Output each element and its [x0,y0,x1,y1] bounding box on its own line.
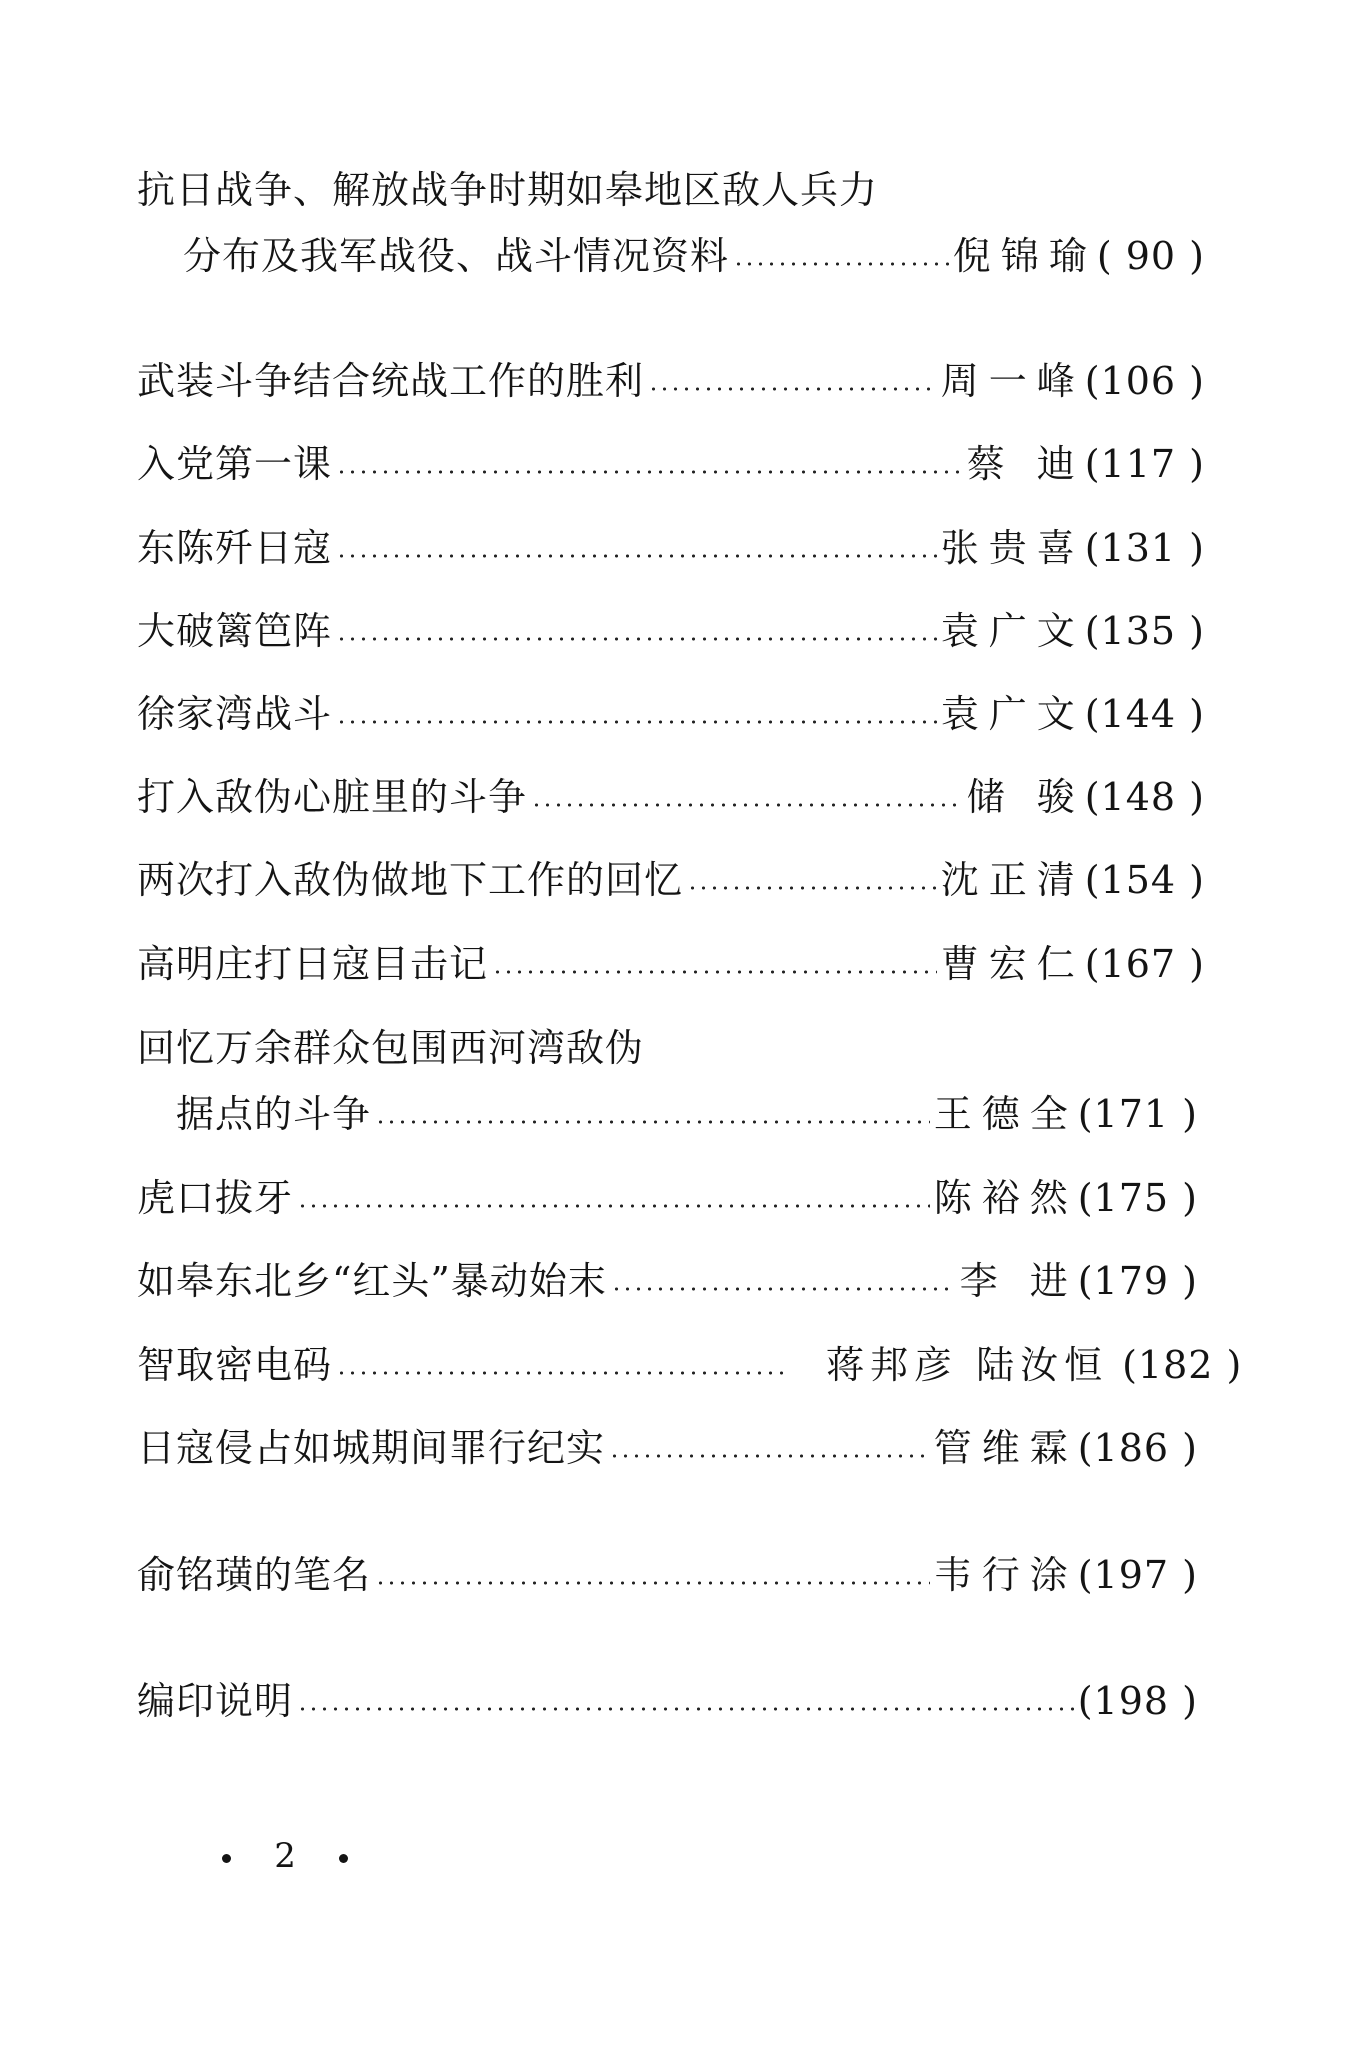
toc-author: 蒋邦彦 陆汝恒 [826,1343,1109,1387]
toc-title: 俞铭璜的笔名 [137,1553,372,1597]
dot-leader [336,720,937,724]
toc-entry [137,940,1205,988]
dot-leader [687,886,937,890]
toc-title: 分布及我军战役、战斗情况资料 [183,234,730,278]
toc-title: 智取密电码 [137,1343,333,1387]
toc-page-ref: (171 ) [1077,1092,1198,1136]
toc-page-ref: (179 ) [1077,1259,1198,1303]
toc-title: 据点的斗争 [176,1092,372,1136]
dot-leader [648,387,937,391]
toc-page-ref: (175 ) [1077,1176,1198,1220]
toc-page-ref: (148 ) [1084,775,1205,819]
toc-page-ref: (131 ) [1084,526,1205,570]
toc-page-ref: (144 ) [1084,692,1205,736]
toc-title: 大破篱笆阵 [137,609,333,653]
dot-leader [531,803,963,807]
toc-page-ref: (106 ) [1084,359,1205,403]
toc-author: 蔡 迪 [966,442,1085,486]
bullet-dot-icon [339,1854,348,1863]
toc-author: 管维霖 [933,1426,1078,1470]
dot-leader [733,262,949,266]
toc-entry [137,1257,1198,1305]
toc-entry [137,856,1205,904]
toc-author: 周一峰 [940,359,1085,403]
dot-leader [375,1120,930,1124]
toc-page-ref: (117 ) [1084,442,1205,486]
toc-author: 韦行涂 [933,1553,1078,1597]
toc-title-line: 抗日战争、解放战争时期如皋地区敌人兵力 [137,168,879,212]
dot-leader [611,1287,956,1291]
toc-author: 袁广文 [940,692,1085,736]
toc-author: 王德全 [933,1092,1078,1136]
toc-author: 沈正清 [940,858,1085,902]
toc-entry [137,690,1205,738]
toc-title: 东陈歼日寇 [137,526,333,570]
dot-leader [375,1581,930,1585]
toc-author: 储 骏 [966,775,1085,819]
toc-entry [176,1090,1198,1138]
toc-entry [137,524,1205,572]
toc-page-ref: (198 ) [1077,1679,1198,1723]
toc-page-ref: (167 ) [1084,942,1205,986]
dot-leader [336,554,937,558]
toc-title: 如皋东北乡“红头”暴动始末 [137,1259,607,1303]
toc-title: 武装斗争结合统战工作的胜利 [137,359,645,403]
toc-entry [183,232,1205,280]
dot-leader [336,1371,786,1375]
toc-page-ref: (182 ) [1122,1343,1243,1387]
toc-page-ref: (135 ) [1084,609,1205,653]
toc-entry [137,357,1205,405]
toc-entry [137,1174,1198,1222]
toc-entry [137,1424,1198,1472]
toc-title-line: 回忆万余群众包围西河湾敌伪 [137,1026,645,1070]
toc-title: 高明庄打日寇目击记 [137,942,489,986]
toc-page-ref: ( 90 ) [1096,234,1205,278]
dot-leader [297,1204,930,1208]
page-footer [222,1836,348,1876]
toc-title: 虎口拔牙 [137,1176,294,1220]
toc-entry [137,1341,1243,1389]
toc-title: 编印说明 [137,1679,294,1723]
dot-leader [492,970,937,974]
page-number: 2 [274,1836,296,1876]
dot-leader [609,1454,930,1458]
toc-entry [137,440,1205,488]
toc-page-ref: (197 ) [1077,1553,1198,1597]
toc-title: 打入敌伪心脏里的斗争 [137,775,528,819]
toc-entry [137,773,1205,821]
toc-author: 李 进 [959,1259,1078,1303]
toc-title: 入党第一课 [137,442,333,486]
bullet-dot-icon [222,1854,231,1863]
toc-author: 陈裕然 [933,1176,1078,1220]
toc-entry [137,607,1205,655]
toc-entry [137,1677,1198,1725]
toc-author: 张贵喜 [940,526,1085,570]
toc-title: 日寇侵占如城期间罪行纪实 [137,1426,606,1470]
toc-page-ref: (154 ) [1084,858,1205,902]
toc-page-ref: (186 ) [1077,1426,1198,1470]
dot-leader [297,1707,1074,1711]
dot-leader [336,637,937,641]
toc-author: 曹宏仁 [940,942,1085,986]
dot-leader [336,470,963,474]
toc-author: 倪锦瑜 [952,234,1097,278]
toc-author: 袁广文 [940,609,1085,653]
toc-title: 徐家湾战斗 [137,692,333,736]
toc-entry [137,1551,1198,1599]
toc-title: 两次打入敌伪做地下工作的回忆 [137,858,684,902]
